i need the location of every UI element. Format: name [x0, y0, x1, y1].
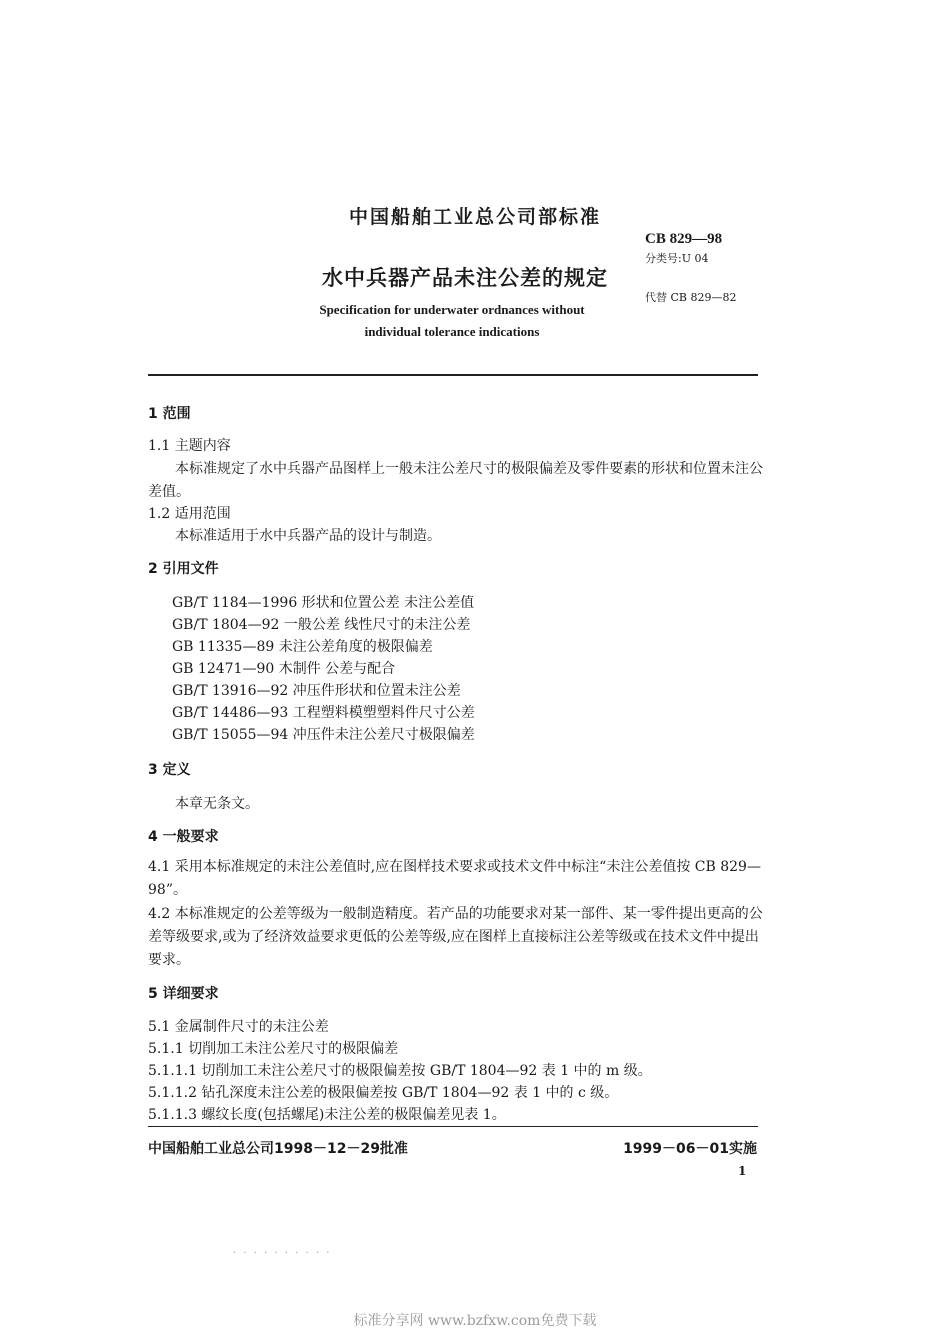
section-5-1-heading: 5.1 金属制件尺寸的未注公差	[148, 1019, 329, 1035]
section-1-2-text: 本标准适用于水中兵器产品的设计与制造。	[175, 528, 441, 544]
classification-number: 分类号:U 04	[645, 252, 709, 265]
english-title-line1: Specification for underwater ordnances without	[319, 302, 585, 317]
section-5-1-1-3-text: 5.1.1.3 螺纹长度(包括螺尾)未注公差的极限偏差见表 1。	[148, 1107, 506, 1123]
watermark: 标准分享网 www.bzfxw.com免费下载	[353, 1313, 597, 1329]
header-divider	[148, 374, 758, 376]
section-5-1-1-1-text: 5.1.1.1 切削加工未注公差尺寸的极限偏差按 GB/T 1804—92 表 1 中的 m 级。	[148, 1063, 652, 1079]
english-title-line2: individual tolerance indications	[364, 324, 540, 339]
reference-item: GB 12471—90 木制件 公差与配合	[172, 661, 396, 677]
section-5-1-1-heading: 5.1.1 切削加工未注公差尺寸的极限偏差	[148, 1041, 399, 1057]
scan-dots: . . . . . . . . . .	[233, 1245, 332, 1256]
section-4-2-text: 4.2 本标准规定的公差等级为一般制造精度。若产品的功能要求对某一部件、某一零件提出更高的公	[148, 906, 763, 922]
section-1-1-heading: 1.1 主题内容	[148, 438, 231, 454]
section-5-heading: 5 详细要求	[148, 986, 219, 1002]
section-4-1-text: 4.1 采用本标准规定的未注公差值时,应在图样技术要求或技术文件中标注“未注公差值按 CB 829—	[148, 859, 761, 875]
effective-date: 1999－06－01实施	[623, 1141, 757, 1157]
org-title: 中国船舶工业总公司部标准	[348, 206, 601, 228]
section-4-heading: 4 一般要求	[148, 829, 219, 845]
section-4-1-text-cont: 98”。	[148, 882, 187, 898]
section-2-heading: 2 引用文件	[148, 561, 219, 577]
reference-item: GB/T 15055—94 冲压件未注公差尺寸极限偏差	[172, 727, 475, 743]
page-number: 1	[738, 1164, 747, 1178]
section-1-1-text-cont: 差值。	[148, 484, 190, 500]
approval-date: 中国船舶工业总公司1998－12－29批准	[148, 1141, 408, 1157]
section-3-heading: 3 定义	[148, 762, 191, 778]
section-4-2-text-cont: 差等级要求,或为了经济效益要求更低的公差等级,应在图样上直接标注公差等级或在技术文件中提出	[148, 929, 759, 945]
section-4-2-text-end: 要求。	[148, 952, 190, 968]
section-1-heading: 1 范围	[148, 406, 191, 422]
section-1-2-heading: 1.2 适用范围	[148, 506, 231, 522]
page-title: 水中兵器产品未注公差的规定	[322, 266, 608, 290]
section-5-1-1-2-text: 5.1.1.2 钻孔深度未注公差的极限偏差按 GB/T 1804—92 表 1 中的 c 级。	[148, 1085, 619, 1101]
footer-divider	[148, 1126, 758, 1127]
section-3-text: 本章无条文。	[175, 796, 259, 812]
standard-code: CB 829—98	[645, 231, 723, 247]
section-1-1-text: 本标准规定了水中兵器产品图样上一般未注公差尺寸的极限偏差及零件要素的形状和位置未注公	[175, 461, 763, 477]
replaces-note: 代替 CB 829—82	[645, 291, 737, 304]
reference-item: GB 11335—89 未注公差角度的极限偏差	[172, 639, 433, 655]
reference-item: GB/T 1184—1996 形状和位置公差 未注公差值	[172, 595, 475, 611]
reference-item: GB/T 13916—92 冲压件形状和位置未注公差	[172, 683, 461, 699]
reference-item: GB/T 14486—93 工程塑料模塑塑料件尺寸公差	[172, 705, 475, 721]
reference-item: GB/T 1804—92 一般公差 线性尺寸的未注公差	[172, 617, 471, 633]
